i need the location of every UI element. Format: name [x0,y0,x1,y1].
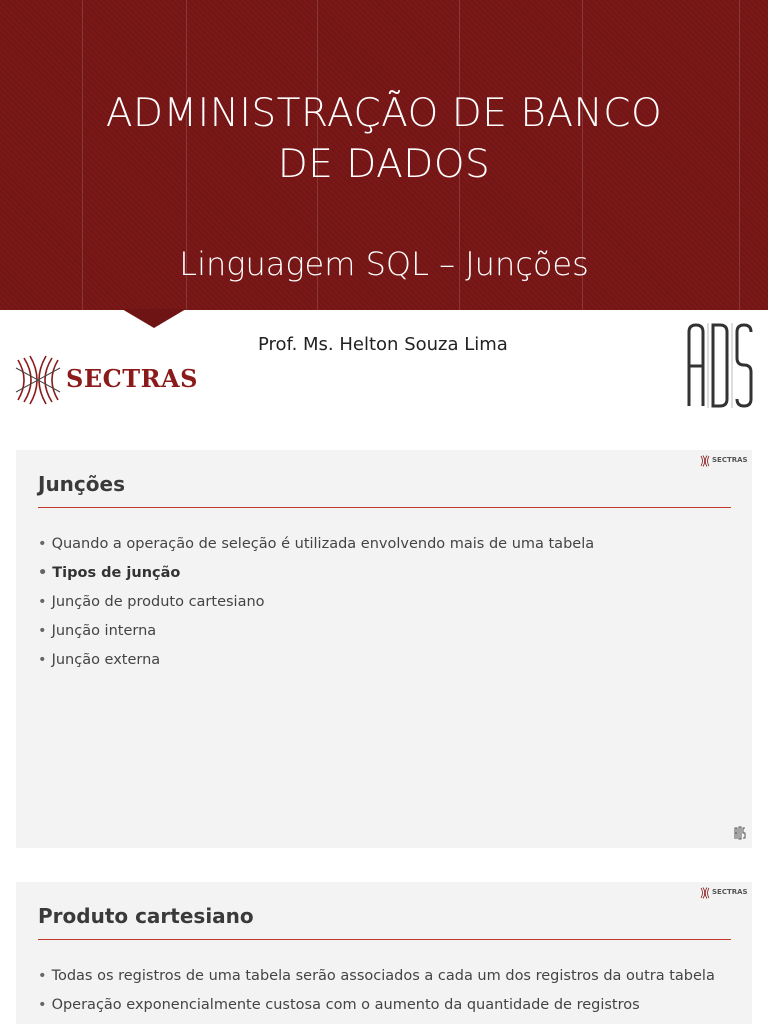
slide-heading: Junções [38,472,125,496]
ads-logo-icon [686,322,754,408]
deck-title-line1: ADMINISTRAÇÃO DE BANCO [105,91,663,136]
deck-title-line2: DE DADOS [277,142,491,187]
slide-corner-logo [700,886,746,900]
banner-arrow [122,309,186,328]
heading-divider [38,507,731,508]
bullet-icon: • [38,594,47,610]
sectras-logo-text: SECTRAS [66,364,198,393]
slide-corner-logo [700,454,746,468]
bullet-item: • Junção interna [38,623,157,639]
bullet-icon: • [38,652,47,668]
bullet-list [38,530,594,675]
sectras-logo-icon [700,887,710,899]
bullet-icon: • [38,623,47,639]
ads-logo-icon [734,826,746,840]
slide-juncoes [16,450,752,848]
bullet-item: • Junção externa [38,652,161,668]
bullet-item: • Operação exponencialmente custosa com o aumento da quantidade de registros [38,997,640,1013]
bullet-item: • Junção de produto cartesiano [38,594,265,610]
bullet-icon: • [38,565,48,581]
bullet-icon: • [38,536,47,552]
sectras-logo [14,354,214,406]
author-name: Prof. Ms. Helton Souza Lima [258,334,508,355]
slide-corner-logo-text: SECTRAS [712,888,748,896]
bullet-item: • Todas os registros de uma tabela serão associados a cada um dos registros da outra tabela [38,968,715,984]
sectras-logo-icon [700,455,710,467]
bullet-icon: • [38,997,47,1013]
title-slide [0,0,768,432]
sectras-logo-icon [14,354,62,406]
heading-divider [38,939,731,940]
bullet-item: • Quando a operação de seleção é utilizada envolvendo mais de uma tabela [38,536,595,552]
bullet-list [38,962,715,1020]
deck-subtitle: Linguagem SQL – Junções [179,245,589,283]
slide-corner-logo-text: SECTRAS [712,456,748,464]
slide-heading: Produto cartesiano [38,904,254,928]
deck-title [40,88,728,190]
bullet-icon: • [38,968,47,984]
bullet-item: • Tipos de junção [38,565,181,581]
title-banner [0,0,768,310]
slide-produto-cartesiano [16,882,752,1024]
